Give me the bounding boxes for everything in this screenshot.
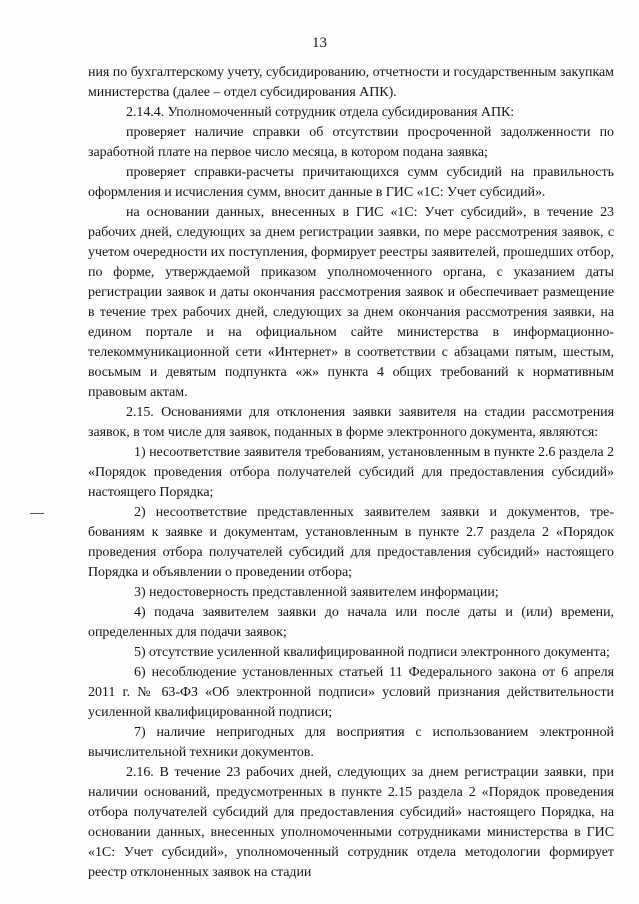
list-item-2: 2) несоответствие представленных заявителем заявки и документов, требованиям к заявке и документам, установленным в пункте 2.7 раздела 2 «Порядок проведения отбора получателей субсидий для предоставления субсидий» настоящего Порядка и объявлении о проведении отбора;	[88, 505, 614, 580]
list-item-4: 4) подача заявителем заявки до начала или после даты и (или) времени, определенных для подачи заявок;	[88, 605, 614, 640]
paragraph-2-14-4: 2.14.4. Уполномоченный сотрудник отдела субсидирования АПК:	[126, 105, 515, 120]
paragraph-check-salary-debt: проверяет наличие справки об отсутствии просроченной задолженности по заработной плате на первое число месяца, в котором подана заявка;	[88, 125, 614, 160]
list-item-6: 6) несоблюдение установленных статьей 11 Федерального закона от 6 апреля 2011 г. № 63-ФЗ «Об электронной подписи» условий признания действительности усиленной квалифицированной подписи;	[88, 665, 614, 720]
paragraph-continuation: ния по бухгалтерскому учету, субсидированию, отчетности и государственным закупкам министерства (далее – отдел субсидирования АПК).	[88, 65, 614, 100]
margin-mark	[30, 513, 44, 514]
list-item-1: 1) несоответствие заявителя требованиям, установленным в пункте 2.6 раздела 2 «Порядок проведения отбора получателей субсидий для предоставления субсидий» настоящего Порядка;	[88, 445, 614, 500]
document-body	[88, 63, 614, 883]
paragraph-2-16: 2.16. В течение 23 рабочих дней, следующих за днем регистрации заявки, при наличии оснований, предусмотренных в пункте 2.15 раздела 2 «Порядок проведения отбора получателей субсидий для предоставления субсидий» настоящего Порядка, на основании данных, внесенных уполномоченными сотрудниками министерства в ГИС «1С: Учет субсидий», уполномоченный сотрудник отдела методологии формирует реестр отклоненных заявок на стадии	[88, 765, 614, 880]
page-number: 13	[312, 35, 327, 51]
paragraph-2-15: 2.15. Основаниями для отклонения заявки заявителя на стадии рассмотрения заявок, в том числе для заявок, поданных в форме электронного документа, являются:	[88, 405, 614, 440]
list-item-5: 5) отсутствие усиленной квалифицированной подписи электронного документа;	[134, 645, 610, 660]
paragraph-check-calculations: проверяет справки-расчеты причитающихся сумм субсидий на правильность оформления и исчисления сумм, вносит данные в ГИС «1С: Учет субсидий».	[88, 165, 614, 200]
list-item-7: 7) наличие непригодных для восприятия с использованием электронной вычислительной техники документов.	[88, 725, 614, 760]
paragraph-form-registers: на основании данных, внесенных в ГИС «1С: Учет субсидий», в течение 23 рабочих дней, следующих за днем регистрации заявки, по мере рассмотрения заявок, с учетом очередности их поступления, формирует реестры заявителей, прошедших отбор, по форме, утверждаемой приказом уполномоченного органа, с указанием даты регистрации заявок и даты окончания рассмотрения заявок и обеспечивает размещение в течение трех рабочих дней, следующих за днем окончания рассмотрения заявки, на едином портале и на официальном сайте министерства в информационно-телекоммуникационной сети «Интернет» в соответствии с абзацами пятым, шестым, восьмым и девятым подпункта «ж» пункта 4 общих требований к нормативным правовым актам.	[88, 205, 614, 400]
list-item-3: 3) недостоверность представленной заявителем информации;	[134, 585, 499, 600]
